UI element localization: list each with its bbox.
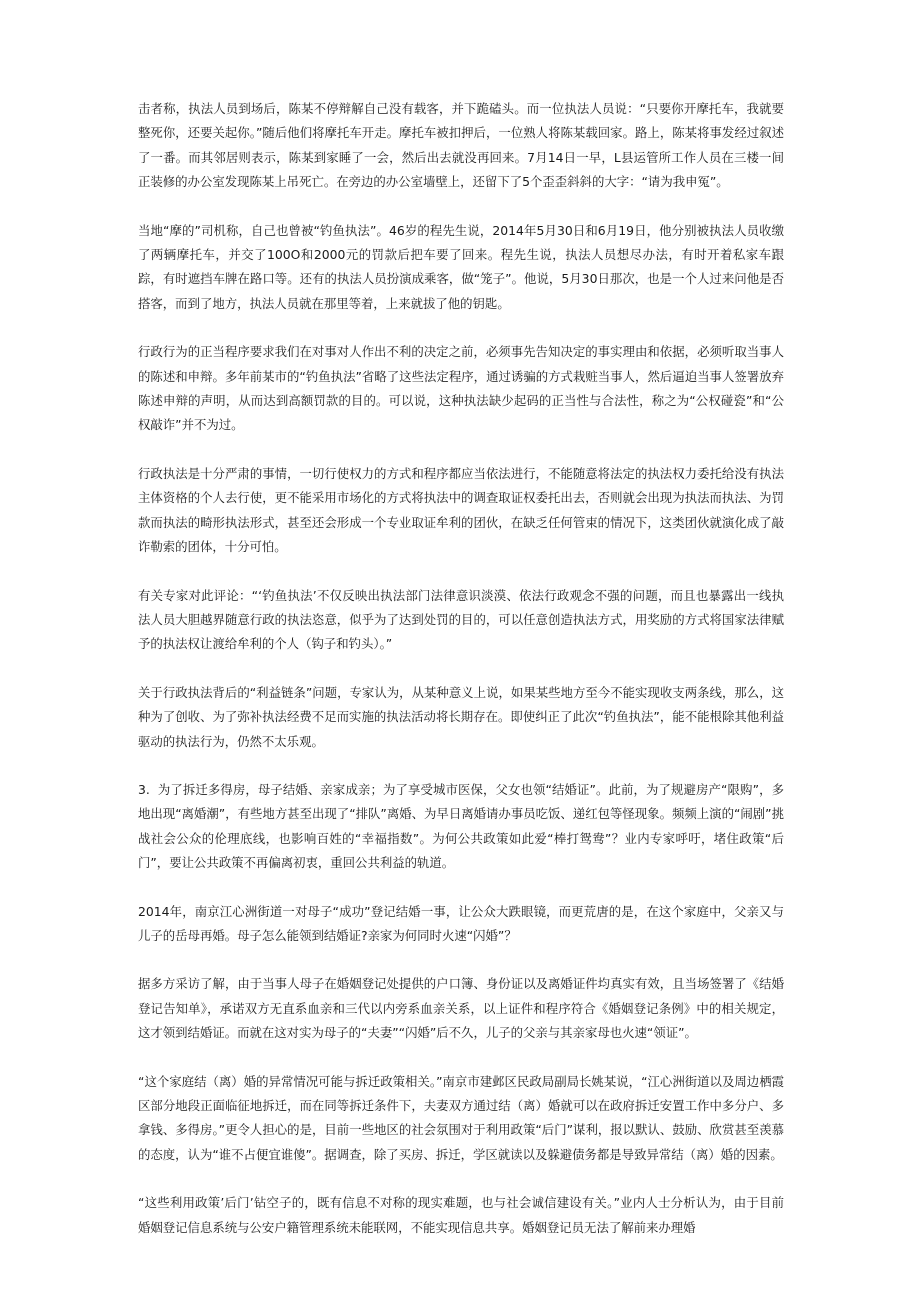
paragraph-7: 3. 为了拆迁多得房，母子结婚、亲家成亲；为了享受城市医保，父女也领“结婚证”。此前，为了规避房产“限购”，多地出现“离婚潮”，有些地方甚至出现了“排队”离婚、为早日离婚请办事员吃饭、递红包等怪现象。频频上演的“闹剧”挑战社会公众的伦理底线，也影响百姓的“幸福指数”。为何公共政策如此爱“棒打鸳鸯”？业内专家呼吁，堵住政策“后门”，要让公共政策不再偏离初衷，重回公共利益的轨道。 [138, 781, 784, 871]
paragraph-3: 行政行为的正当程序要求我们在对事对人作出不利的决定之前，必须事先告知决定的事实理由和依据，必须听取当事人的陈述和申辩。多年前某市的“钓鱼执法”省略了这些法定程序，通过诱骗的方式栽赃当事人，然后逼迫当事人签署放弃陈述申辩的声明，从而达到高额罚款的目的。可以说，这种执法缺少起码的正当性与合法性，称之为“公权碰瓷”和“公权敲诈”并不为过。 [138, 344, 784, 433]
paragraph-6: 关于行政执法背后的“利益链条”问题，专家认为，从某种意义上说，如果某些地方至今不能实现收支两条线，那么，这种为了创收、为了弥补执法经费不足而实施的执法活动将长期存在。即使纠正了此次“钓鱼执法”，能不能根除其他利益驱动的执法行为，仍然不太乐观。 [138, 684, 784, 749]
paragraph-4: 行政执法是十分严肃的事情，一切行使权力的方式和程序都应当依法进行，不能随意将法定的执法权力委托给没有执法主体资格的个人去行使，更不能采用市场化的方式将执法中的调查取证权委托出去，否则就会出现为执法而执法、为罚款而执法的畸形执法形式，甚至还会形成一个专业取证牟利的团伙，在缺乏任何管束的情况下，这类团伙就演化成了敲诈勒索的团体，十分可怕。 [138, 465, 784, 555]
paragraph-9: 据多方采访了解，由于当事人母子在婚姻登记处提供的户口簿、身份证以及离婚证件均真实有效，且当场签署了《结婚登记告知单》，承诺双方无直系血亲和三代以内旁系血亲关系，以上证件和程序符合《婚姻登记条例》中的相关规定，这才领到结婚证。而就在这对实为母子的“夫妻”“闪婚”后不久，儿子的父亲与其亲家母也火速“领证”。 [138, 976, 784, 1041]
paragraph-1: 击者称，执法人员到场后，陈某不停辩解自己没有载客，并下跪磕头。而一位执法人员说：“只要你开摩托车，我就要整死你，还要关起你。”随后他们将摩托车开走。摩托车被扣押后，一位熟人将陈某载回家。路上，陈某将事发经过叙述了一番。而其邻居则表示，陈某到家睡了一会，然后出去就没再回来。7月14日一早，L县运管所工作人员在三楼一间正装修的办公室发现陈某上吊死亡。在旁边的办公室墙壁上，还留下了5个歪歪斜斜的大字：“请为我申冤”。 [138, 101, 784, 190]
paragraph-10: “这个家庭结（离）婚的异常情况可能与拆迁政策相关。”南京市建邺区民政局副局长姚某说，“江心洲街道以及周边栖霞区部分地段正面临征地拆迁，而在同等拆迁条件下，夫妻双方通过结（离）婚就可以在政府拆迁安置工作中多分户、多拿钱、多得房。”更令人担心的是，目前一些地区的社会氛围对于利用政策“后门”谋利，报以默认、鼓励、欣赏甚至羡慕的态度，认为“谁不占便宜谁傻”。据调查，除了买房、拆迁，学区就读以及躲避债务都是导致异常结（离）婚的因素。 [138, 1073, 784, 1162]
paragraph-8: 2014年，南京江心洲街道一对母子“成功”登记结婚一事，让公众大跌眼镜，而更荒唐的是，在这个家庭中，父亲又与儿子的岳母再婚。母子怎么能领到结婚证?亲家为何同时火速“闪婚”？ [138, 903, 784, 943]
document-body [138, 97, 784, 1264]
paragraph-5: 有关专家对此评论：“‘钓鱼执法’不仅反映出执法部门法律意识淡漠、依法行政观念不强的问题，而且也暴露出一线执法人员大胆越界随意行政的执法恣意，似乎为了达到处罚的目的，可以任意创造执法方式，用奖励的方式将国家法律赋予的执法权让渡给牟利的个人（钩子和钓头）。” [138, 587, 784, 652]
paragraph-2: 当地“摩的”司机称，自己也曾被“钓鱼执法”。46岁的程先生说，2014年5月30日和6月19日，他分别被执法人员收缴了两辆摩托车，并交了100O和2000元的罚款后把车要了回来。程先生说，执法人员想尽办法，有时开着私家车跟踪，有时遮挡车牌在路口等。还有的执法人员扮演成乘客，做“笼子”。他说，5月30日那次，也是一个人过来问他是否搭客，而到了地方，执法人员就在那里等着，上来就拔了他的钥匙。 [138, 222, 784, 311]
paragraph-11: “这些利用政策’后门’钻空子的，既有信息不对称的现实难题，也与社会诚信建设有关。”业内人士分析认为，由于目前婚姻登记信息系统与公安户籍管理系统未能联网，不能实现信息共享。婚姻登记员无法了解前来办理婚 [138, 1195, 784, 1235]
